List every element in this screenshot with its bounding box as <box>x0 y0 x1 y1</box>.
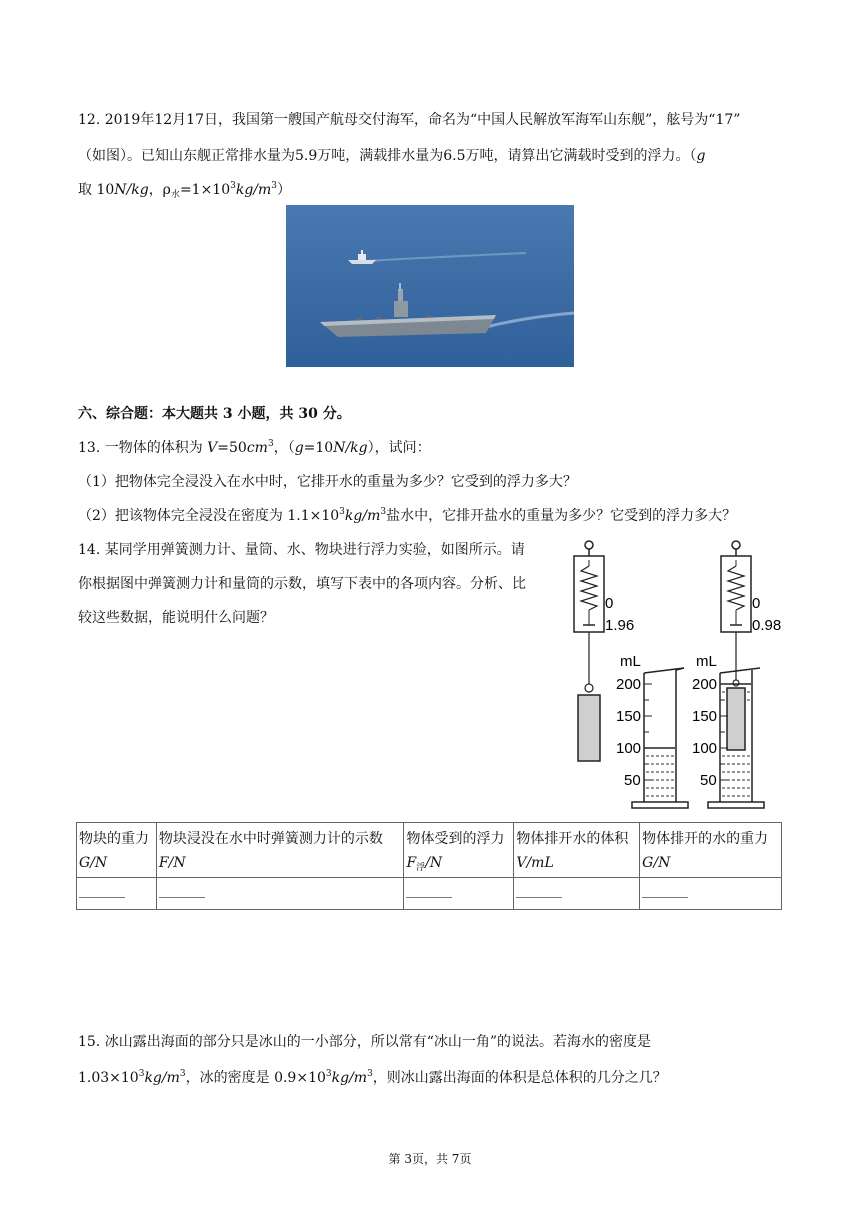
answer-blank-1[interactable] <box>77 878 157 910</box>
q13-part1: （1）把物体完全浸没入在水中时，它排开水的重量为多少？它受到的浮力多大？ <box>78 474 577 490</box>
table-header-row <box>77 823 782 878</box>
right-cyl-unit: mL <box>696 653 717 670</box>
q13-intro: 13. 一物体的体积为 $V=50cm^3$，（g=10N/kg），试问： <box>78 439 431 456</box>
answer-blank-3[interactable] <box>404 878 514 910</box>
answer-blank-5[interactable] <box>640 878 782 910</box>
q12-line3: 取 10N/kg，$\rho_水=1\times 10^3kg/m^3$） <box>78 181 292 200</box>
q15-line2: $1.03\times 10^3kg/m^3$，冰的密度是 $0.9\times 10^3kg/m^3$，则冰山露出海面的体积是总体积的几分之几？ <box>78 1069 667 1086</box>
right-spring-scale <box>721 541 751 686</box>
left-scale-reading: 1.96 <box>605 617 635 634</box>
answer-blank-2[interactable] <box>156 878 404 910</box>
right-cyl-tick-50: 50 <box>700 772 717 789</box>
left-cyl-tick-50: 50 <box>624 772 641 789</box>
left-scale-zero: 0 <box>605 595 614 612</box>
q15-line1: 15. 冰山露出海面的部分只是冰山的一小部分，所以常有“冰山一角”的说法。若海水的密度是 <box>78 1034 652 1050</box>
answer-blank-4[interactable] <box>514 878 640 910</box>
page-footer: 第 3页，共 7页 <box>388 1152 472 1166</box>
header-cell-volume: 物体排开水的体积 V/mL <box>514 823 640 878</box>
right-cyl-tick-100: 100 <box>692 740 718 757</box>
left-cyl-tick-150: 150 <box>616 708 642 725</box>
header-cell-reading: 物块浸没在水中时弹簧测力计的示数 F/N <box>156 823 404 878</box>
left-cyl-unit: mL <box>620 653 641 670</box>
header-cell-displaced-weight: 物体排开的水的重力 G/N <box>640 823 782 878</box>
header-cell-buoyancy: 物体受到的浮力 $F_浮/N$ <box>404 823 514 878</box>
answer-table <box>76 822 782 910</box>
aircraft-carrier-photo <box>286 205 574 367</box>
left-cyl-tick-100: 100 <box>616 740 642 757</box>
right-cyl-tick-150: 150 <box>692 708 718 725</box>
q14-line3: 较这些数据，能说明什么问题？ <box>78 610 274 626</box>
right-scale-reading: 0.98 <box>752 617 782 634</box>
q13-part2: （2）把该物体完全浸没在密度为 $1.1\times 10^3kg/m^3$盐水中，它排开盐水的重量为多少？它受到的浮力多大？ <box>78 507 737 524</box>
table-answer-row <box>77 878 782 910</box>
q14-line2: 你根据图中弹簧测力计和量筒的示数，填写下表中的各项内容。分析、比 <box>78 576 526 592</box>
q12-line1: 12. 2019年12月17日，我国第一艘国产航母交付海军，命名为“中国人民解放军海军山东舰”，舷号为“17” <box>78 112 741 128</box>
q14-line1: 14. 某同学用弹簧测力计、量筒、水、物块进行浮力实验，如图所示。请 <box>78 542 525 558</box>
experiment-figure <box>560 538 790 823</box>
header-cell-weight: 物块的重力 G/N <box>77 823 157 878</box>
right-scale-zero: 0 <box>752 595 761 612</box>
q12-line2: （如图）。已知山东舰正常排水量为5.9万吨，满载排水量为6.5万吨，请算出它满载时受到的浮力。（g <box>78 148 706 164</box>
section6-heading: 六、综合题：本大题共 3 小题，共 30 分。 <box>78 406 351 422</box>
left-cyl-tick-200: 200 <box>616 676 642 693</box>
right-cyl-tick-200: 200 <box>692 676 718 693</box>
left-spring-scale <box>574 541 604 761</box>
